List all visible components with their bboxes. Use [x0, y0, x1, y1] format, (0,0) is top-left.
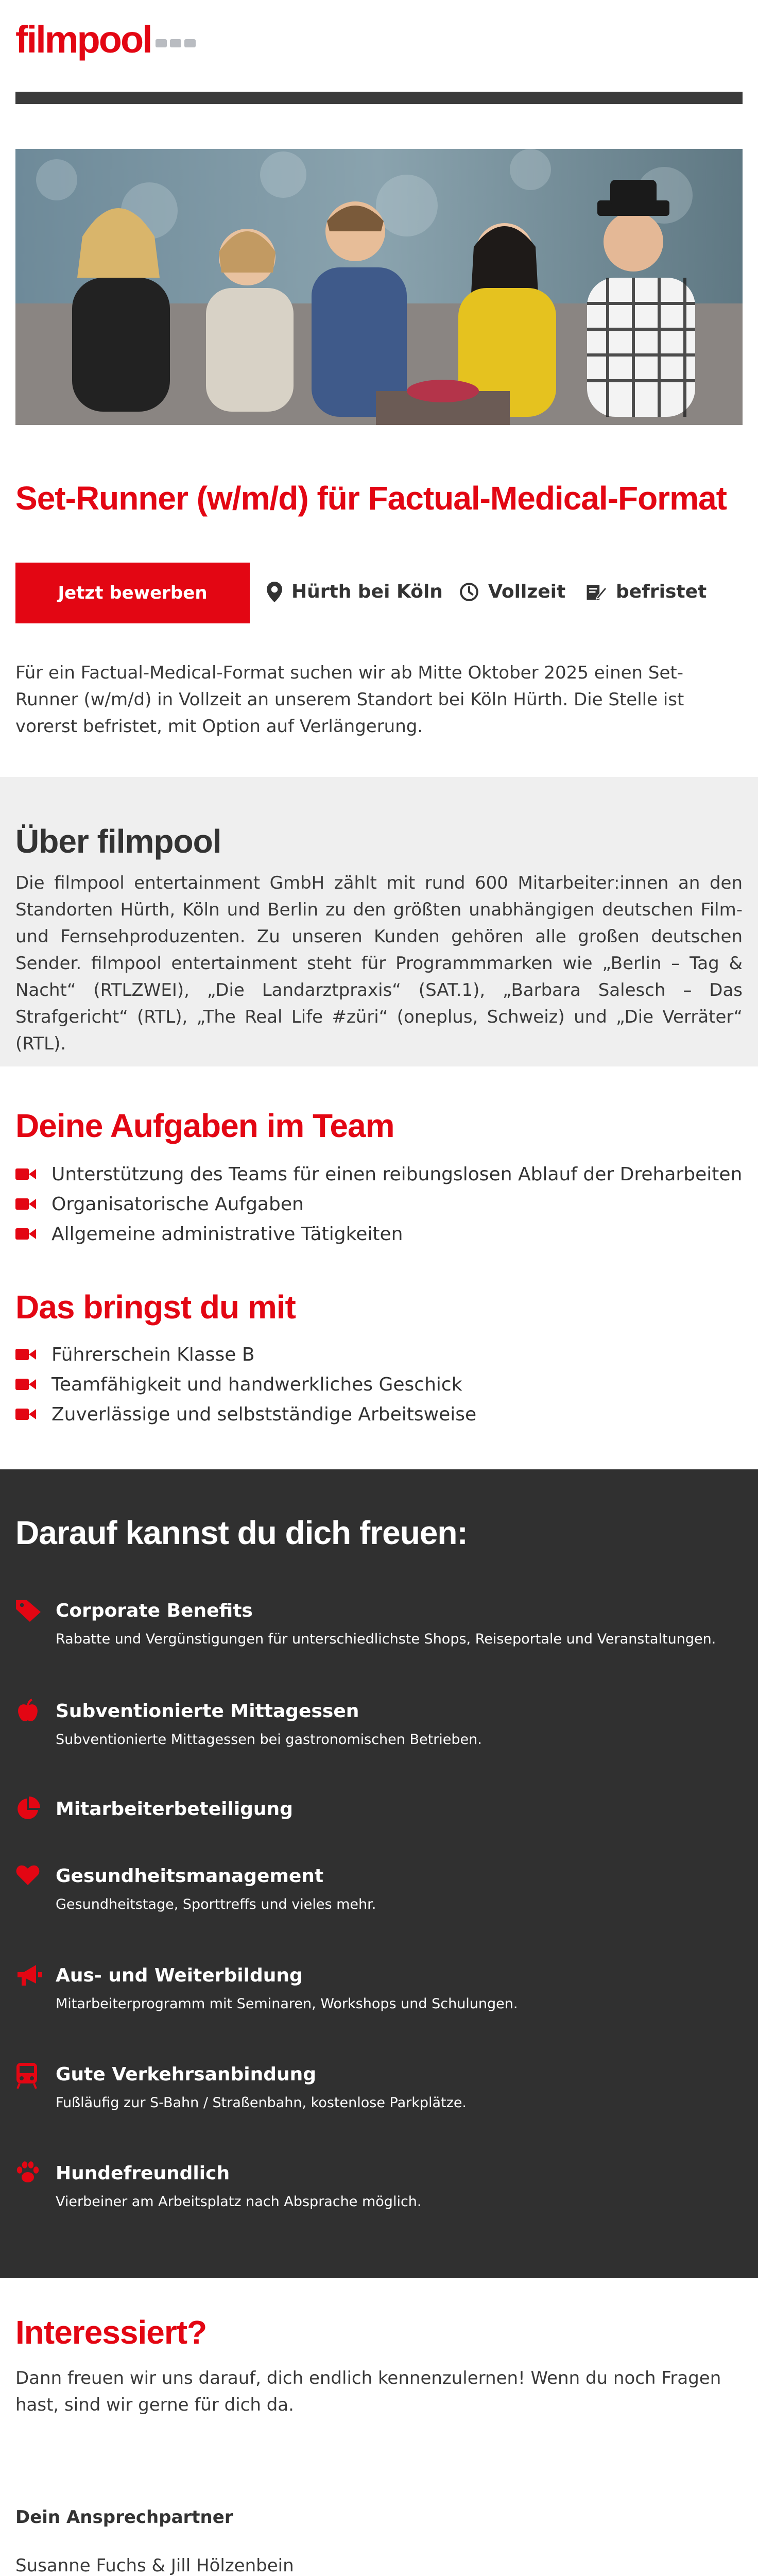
contract-icon [586, 582, 607, 602]
train-icon [15, 2062, 38, 2089]
apple-icon [15, 1699, 40, 1723]
site-header [0, 0, 758, 93]
megaphone-icon [15, 1963, 42, 1988]
apply-button-top[interactable]: Jetzt bewerben [15, 563, 250, 623]
video-camera-icon [15, 1197, 36, 1211]
tasks-list [15, 1159, 742, 1249]
heart-icon [15, 1863, 40, 1886]
team-photo [15, 149, 743, 425]
requirements-title: Das bringst du mit [15, 1289, 296, 1326]
meta-contract [586, 581, 707, 602]
job-title: Set-Runner (w/m/d) für Factual-Medical-Format [15, 480, 727, 517]
interested-text: Dann freuen wir uns darauf, dich endlich kennenzulernen! Wenn du noch Fragen hast, sind wir gerne für dich da. [15, 2368, 721, 2415]
list-item: Zuverlässige und selbstständige Arbeitsweise [15, 1399, 476, 1429]
hero-image [15, 149, 743, 425]
logo-dots [156, 39, 199, 47]
list-item: Allgemeine administrative Tätigkeiten [15, 1219, 742, 1249]
job-intro: Für ein Factual-Medical-Format suchen wir ab Mitte Oktober 2025 einen Set-Runner (w/m/d) in Vollzeit an unserem Standort bei Köln Hürth. Die Stelle ist vorerst befristet, mit Option auf Verlängerung. [15, 663, 684, 737]
tag-icon [15, 1598, 42, 1622]
header-divider-bar [15, 92, 743, 104]
logo-text: filmpool [15, 18, 151, 61]
requirements-list [15, 1340, 476, 1429]
contact-label: Dein Ansprechpartner [15, 2507, 233, 2528]
pie-chart-icon [15, 1797, 40, 1821]
about-title: Über filmpool [15, 823, 221, 860]
list-item: Teamfähigkeit und handwerkliches Geschick [15, 1369, 476, 1399]
list-item: Unterstützung des Teams für einen reibungslosen Ablauf der Dreharbeiten [15, 1159, 742, 1189]
clock-icon [459, 582, 479, 602]
list-item: Führerschein Klasse B [15, 1340, 476, 1369]
paw-icon [15, 2161, 40, 2184]
list-item: Organisatorische Aufgaben [15, 1189, 742, 1219]
tasks-title: Deine Aufgaben im Team [15, 1107, 394, 1144]
filmpool-logo[interactable] [15, 18, 199, 61]
benefits-title: Darauf kannst du dich freuen: [15, 1514, 468, 1551]
video-camera-icon [15, 1348, 36, 1361]
video-camera-icon [15, 1378, 36, 1391]
meta-employment [459, 581, 565, 602]
contact-name: Susanne Fuchs & Jill Hölzenbein [15, 2555, 294, 2576]
about-section [0, 777, 758, 1066]
interested-title: Interessiert? [15, 2314, 207, 2351]
video-camera-icon [15, 1227, 36, 1241]
benefits-section: Darauf kannst du dich freuen: Corporate Benefits Rabatte und Vergünstigungen für unterschiedlichste Shops, Reiseportale und Veranstaltungen. Subventionierte Mittagessen Subventionierte Mittagessen bei gastronomischen Betrieben. Mitarbeiterbeteiligung Gesundheitsmanagement Gesundheitstage, Sporttreffs und vieles mehr. Aus- und Weiterbildung Mitarbeiterprogramm mit Seminaren, Workshops und Schulungen. Gute Verkehrsanbindung Fußläufig zur S-Bahn / Straßenbahn, kostenlose Parkplätze. Hundefreundlich Vierbeiner am Arbeitsplatz nach Absprache möglich. [0, 1469, 758, 2278]
meta-location [267, 581, 443, 602]
video-camera-icon [15, 1408, 36, 1421]
location-text: Hürth bei Köln [291, 581, 443, 602]
location-pin-icon [267, 582, 282, 602]
contract-text: befristet [616, 581, 707, 602]
employment-text: Vollzeit [488, 581, 566, 602]
video-camera-icon [15, 1167, 36, 1181]
about-text: Die filmpool entertainment GmbH zählt mit rund 600 Mitarbeiter:innen an den Standorten Hürth, Köln und Berlin zu den größten unabhängigen deutschen Film- und Fernsehproduzenten. Zu unseren Kunden gehören alle großen deutschen Sender. filmpool entertainment steht für Programmmarken wie „Berlin – Tag & Nacht“ (RTLZWEI), „Die Landarztpraxis“ (SAT.1), „Barbara Salesch – Das Strafgericht“ (RTL), „The Real Life #züri“ (oneplus, Schweiz) und „Die Verräter“ (RTL). [15, 873, 743, 1054]
